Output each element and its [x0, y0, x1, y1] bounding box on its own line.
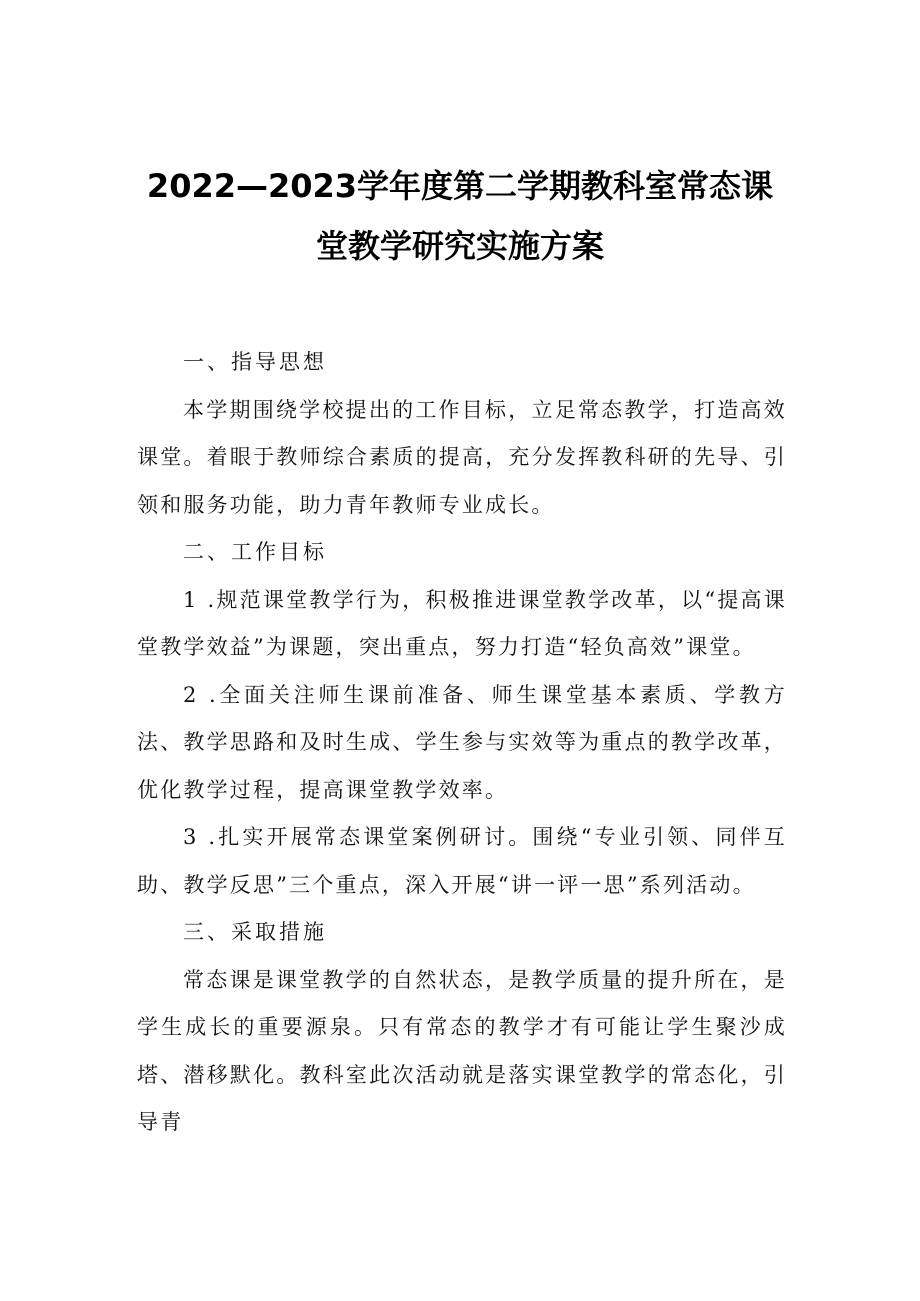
section-heading-work-goals: 二、工作目标 — [183, 540, 327, 564]
paragraph-guiding-ideology: 本学期围绕学校提出的工作目标，立足常态教学，打造高效课堂。着眼于教师综合素质的提高，充分发挥教科研的先导、引领和服务功能，助力青年教师专业成长。 — [137, 397, 787, 517]
paragraph-measures: 常态课是课堂教学的自然状态，是教学质量的提升所在，是学生成长的重要源泉。只有常态的教学才有可能让学生聚沙成塔、潜移默化。教科室此次活动就是落实课堂教学的常态化，引导青 — [137, 967, 787, 1134]
document-body — [137, 339, 787, 1147]
document-title-line-1: 2022—2023学年度第二学期教科室常态课 — [146, 167, 774, 205]
document-title-line-2: 堂教学研究实施方案 — [315, 227, 604, 265]
list-item-goal-2: 2 .全面关注师生课前准备、师生课堂基本素质、学教方法、教学思路和及时生成、学生参与实效等为重点的教学改革，优化教学过程，提高课堂教学效率。 — [137, 682, 787, 802]
list-item-goal-1: 1 .规范课堂教学行为，积极推进课堂教学改革，以“提高课堂教学效益”为课题，突出重点，努力打造“轻负高效”课堂。 — [137, 587, 787, 659]
section-heading-guiding-ideology: 一、指导思想 — [183, 350, 327, 374]
section-heading-measures: 三、采取措施 — [183, 920, 327, 944]
list-item-goal-3: 3 .扎实开展常态课堂案例研讨。围绕“专业引领、同伴互助、教学反思”三个重点，深入开展“讲一评一思”系列活动。 — [137, 825, 787, 897]
